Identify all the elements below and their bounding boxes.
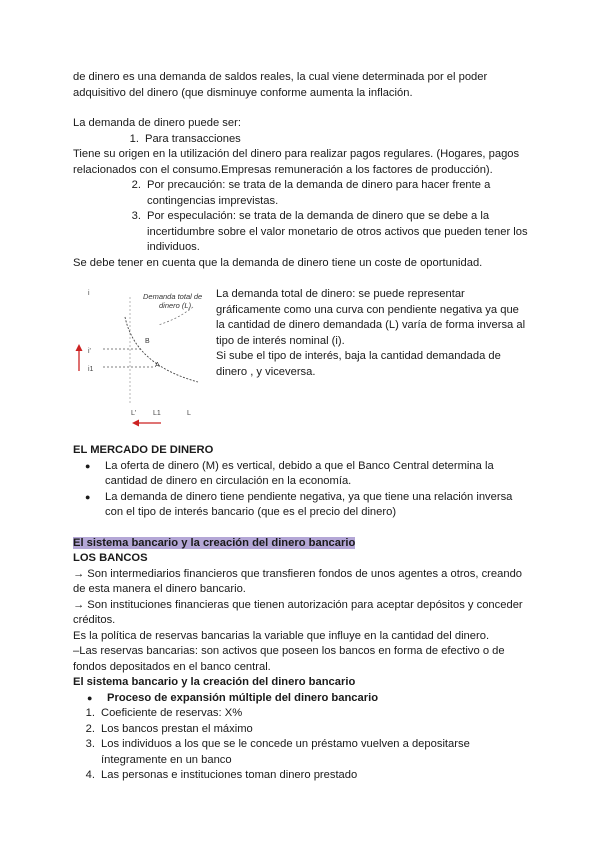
figure-text-line: gráficamente como una curva con pendiente negativa ya que — [216, 303, 519, 316]
section-heading-highlighted — [73, 536, 533, 552]
item-number: 3. — [131, 210, 141, 222]
item-text-line: Para transacciones — [145, 132, 241, 145]
item-text-line: Los bancos prestan el máximo — [101, 722, 253, 735]
item-text-line: con el tipo de interés bancario (que es el precio del dinero) — [105, 506, 397, 518]
bullet: ● — [87, 692, 93, 703]
paragraph-line: relacionados con el consumo.Empresas remuneración a los factores de producción). — [73, 163, 493, 176]
point-b-label: B — [145, 338, 150, 345]
list-item-text: Proceso de expansión múltiple del dinero bancario — [107, 691, 379, 704]
item-number: 2. — [131, 179, 141, 191]
paragraph: La demanda de dinero puede ser: — [73, 117, 241, 129]
curve-label: dinero (L) — [159, 301, 192, 310]
curve-label: Demanda total de — [143, 292, 203, 301]
bullet: ● — [85, 491, 91, 502]
paragraph-line: de esta manera el dinero bancario. — [73, 583, 246, 595]
item-number: 1. — [85, 707, 95, 719]
axis-y-label: i — [88, 290, 90, 297]
item-number: 3. — [85, 738, 95, 750]
document-page — [73, 70, 533, 784]
paragraph-line: de dinero es una demanda de saldos reales, la cual viene determinada por el poder — [73, 71, 488, 83]
y-tick-label: i' — [88, 348, 91, 355]
paragraph-line: créditos. — [73, 614, 116, 626]
item-text-line: cantidad de dinero en circulación en la economía. — [105, 475, 352, 487]
item-text-line: Coeficiente de reservas: X% — [101, 707, 243, 719]
figure-text-line: La demanda total de dinero: se puede representar — [216, 288, 465, 300]
item-text-line: contingencias imprevistas. — [147, 194, 279, 207]
item-text-line: íntegramente en un banco — [101, 753, 232, 766]
item-text-line: Los individuos a los que se le concede un préstamo vuelven a depositarse — [101, 738, 470, 750]
section-heading: El sistema bancario y la creación del dinero bancario — [73, 676, 356, 688]
highlighted-heading: El sistema bancario y la creación del dinero bancario — [73, 536, 356, 549]
x-tick-label: L' — [131, 410, 137, 417]
paragraph-line: Tiene su origen en la utilización del dinero para realizar pagos regulares. (Hogares, pagos — [73, 148, 520, 160]
item-text-line: Por especulación: se trata de la demanda de dinero que se debe a la — [147, 210, 490, 222]
bullet: ● — [85, 460, 91, 471]
x-tick-label: L1 — [153, 410, 161, 417]
paragraph-line: adquisitivo del dinero (que disminuye conforme aumenta la inflación. — [73, 86, 413, 99]
list-item — [73, 691, 533, 707]
item-text-line: individuos. — [147, 241, 200, 253]
up-arrow-head — [76, 344, 83, 351]
demand-curve — [125, 317, 198, 382]
item-number: 1. — [129, 132, 139, 145]
numbered-item — [73, 178, 533, 209]
numbered-item — [73, 768, 533, 784]
item-text-line: La demanda de dinero tiene pendiente negativa, ya que tiene una relación inversa — [105, 490, 513, 503]
figure-text-line: tipo de interés nominal (i). — [216, 334, 345, 347]
numbered-item — [73, 737, 533, 768]
subsection-heading: LOS BANCOS — [73, 552, 148, 564]
item-text-line: Las personas e instituciones toman dinero prestado — [101, 769, 358, 781]
figure-section — [73, 287, 533, 427]
numbered-item — [73, 706, 533, 722]
bullet-item — [73, 490, 533, 521]
item-text-line: La oferta de dinero (M) es vertical, debido a que el Banco Central determina la — [105, 459, 494, 472]
paragraph-line: fondos depositados en el banco central. — [73, 660, 271, 673]
item-text-line: incertidumbre sobre el valor monetario de otros activos que pueden tener los — [147, 225, 528, 238]
paragraph: Se debe tener en cuenta que la demanda de dinero tiene un coste de oportunidad. — [73, 256, 483, 269]
point-a-label: A — [155, 362, 160, 369]
paragraph-line: → Son intermediarios financieros que transfieren fondos de unos agentes a otros, creando — [73, 567, 523, 580]
figure-text-line: la cantidad de dinero demandada (L) varía de forma inversa al — [216, 319, 526, 331]
item-number: 2. — [85, 722, 95, 735]
money-demand-chart — [73, 287, 213, 427]
paragraph-line: –Las reservas bancarias: son activos que poseen los bancos en forma de efectivo o de — [73, 645, 505, 657]
paragraph-line: Es la política de reservas bancarias la variable que influye en la cantidad del dinero. — [73, 629, 490, 642]
section-heading: EL MERCADO DE DINERO — [73, 444, 214, 456]
figure-text-line: Si sube el tipo de interés, baja la cantidad demandada de — [216, 350, 501, 362]
axis-x-label: L — [187, 410, 191, 417]
bullet-item — [73, 459, 533, 490]
y-tick-label: i1 — [88, 366, 94, 373]
numbered-item — [73, 722, 533, 738]
figure-text-line: dinero , y viceversa. — [216, 365, 316, 378]
paragraph-line: → Son instituciones financieras que tienen autorización para aceptar depósitos y conceder — [73, 598, 523, 611]
item-text-line: Por precaución: se trata de la demanda de dinero para hacer frente a — [147, 179, 491, 191]
numbered-item — [73, 132, 533, 148]
figure-description — [216, 287, 536, 380]
numbered-item — [73, 209, 533, 256]
left-arrow-head — [132, 420, 139, 427]
item-number: 4. — [85, 769, 95, 781]
